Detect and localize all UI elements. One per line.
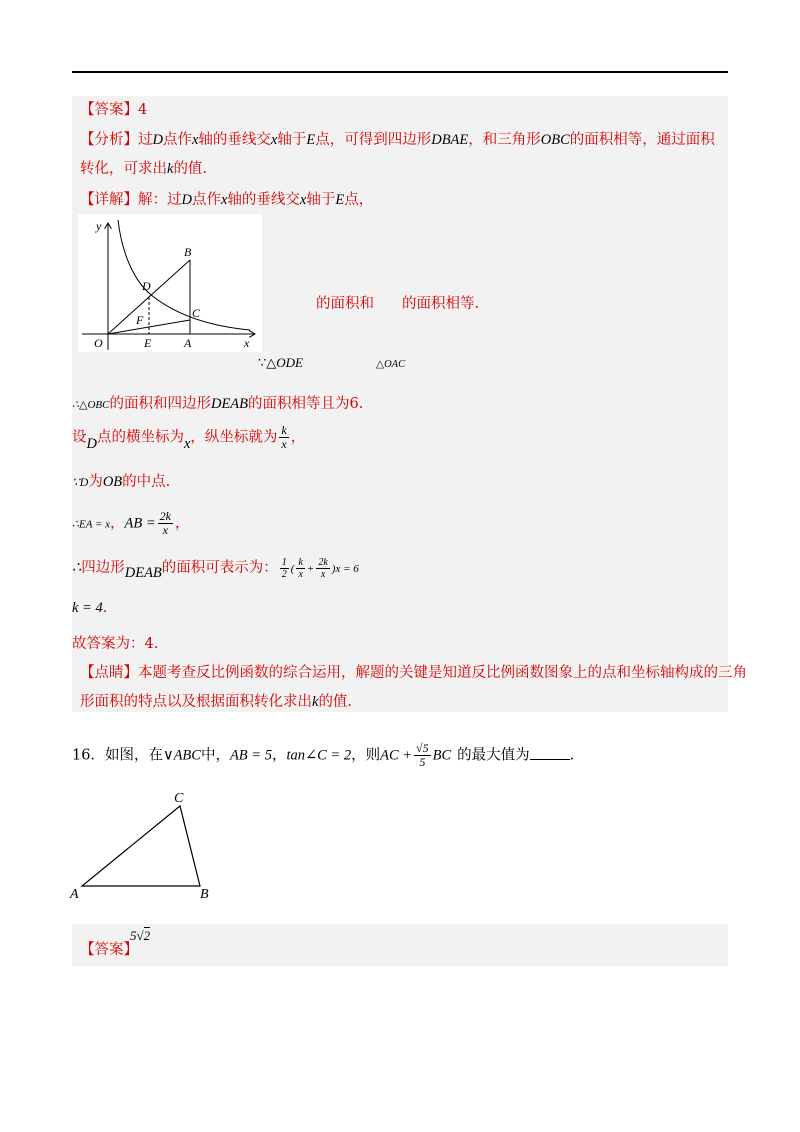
numerator: 2k bbox=[318, 556, 328, 568]
q16-answer-value bbox=[130, 928, 150, 944]
denominator: x bbox=[162, 523, 168, 538]
math-var: E bbox=[335, 192, 345, 208]
analysis-tag: 【分析】 bbox=[80, 132, 138, 148]
text: 点，可得到四边形 bbox=[315, 132, 432, 148]
math-var: OB bbox=[102, 474, 123, 490]
math-var: OBC bbox=[540, 132, 570, 148]
text: 轴于 bbox=[306, 192, 336, 208]
graph-label-D: D bbox=[142, 279, 151, 293]
numerator: k bbox=[298, 556, 303, 568]
denominator: x bbox=[281, 437, 287, 452]
text: 的值. bbox=[318, 694, 353, 710]
answer-value: 4 bbox=[138, 102, 148, 118]
paren: ( bbox=[290, 563, 295, 575]
coefficient: 5 bbox=[130, 928, 137, 943]
detail-tag: 【详解】 bbox=[80, 192, 138, 208]
therefore-symbol: ∴ bbox=[72, 560, 82, 576]
math-triangle-ODE: △ODE bbox=[266, 355, 303, 370]
q15-analysis-line-2 bbox=[80, 157, 207, 178]
graph-label-C: C bbox=[192, 306, 201, 320]
graph-label-B: B bbox=[184, 245, 192, 259]
text: 的面积相等. bbox=[402, 296, 480, 312]
therefore-symbol: ∴ bbox=[72, 399, 79, 411]
q15-step-2 bbox=[72, 424, 305, 451]
math-var: D bbox=[86, 435, 97, 452]
math-BC: BC bbox=[432, 747, 452, 764]
fraction-k-over-x bbox=[296, 557, 304, 580]
q15-step-6 bbox=[72, 600, 107, 617]
math-var: D bbox=[181, 192, 192, 208]
math-var: DEAB bbox=[210, 396, 249, 412]
fig-label-B: B bbox=[200, 887, 209, 902]
q15-answer-line bbox=[80, 98, 147, 119]
text: 轴的垂线交 bbox=[198, 132, 271, 148]
denominator: 5 bbox=[419, 755, 426, 770]
math-var: E bbox=[306, 132, 316, 148]
text: 解：过 bbox=[138, 192, 182, 208]
text: 形面积的特点以及根据面积转化求出 bbox=[80, 694, 312, 710]
q15-step-3 bbox=[72, 470, 170, 491]
fig-label-C: C bbox=[174, 791, 184, 806]
text: . bbox=[102, 600, 108, 616]
sqrt-sign: √ bbox=[136, 928, 144, 943]
q16-triangle-figure bbox=[66, 784, 226, 902]
text: ，和三角形 bbox=[468, 132, 541, 148]
graph-label-O: O bbox=[94, 336, 103, 350]
q15-step-7: 故答案为：4. bbox=[72, 636, 159, 652]
text: ， bbox=[175, 515, 190, 532]
question-number: 16．如图，在 bbox=[72, 747, 163, 764]
answer-tag: 【答案】 bbox=[80, 942, 138, 958]
denominator: x bbox=[320, 568, 326, 580]
text: 轴于 bbox=[277, 132, 307, 148]
math-eq-tan: tan∠C = 2 bbox=[286, 747, 352, 764]
math-var: x bbox=[270, 132, 278, 148]
text: 点的横坐标为 bbox=[96, 429, 184, 446]
q15-point-line-1 bbox=[80, 661, 747, 682]
fraction-k-over-x bbox=[279, 424, 288, 451]
area-equal-text bbox=[316, 292, 479, 313]
math-triangle-OBC: △OBC bbox=[79, 399, 110, 411]
triangle-OAC: △OAC bbox=[376, 359, 406, 370]
text: ， bbox=[290, 429, 306, 446]
numerator: √5 bbox=[416, 741, 429, 755]
fraction-2k-over-x bbox=[316, 557, 329, 580]
fraction-half bbox=[280, 557, 289, 580]
because-symbol: ∵ bbox=[72, 475, 80, 489]
text: 的中点. bbox=[122, 474, 171, 490]
answer-tag: 【答案】 bbox=[80, 102, 138, 118]
q15-point-line-2 bbox=[80, 690, 352, 711]
graph-label-A: A bbox=[184, 336, 192, 350]
math-var: k bbox=[312, 694, 319, 710]
text: . bbox=[569, 747, 575, 764]
text: 为 bbox=[88, 474, 103, 490]
q15-step-4 bbox=[72, 510, 190, 537]
numerator: k bbox=[281, 423, 287, 437]
denominator: 2 bbox=[281, 568, 287, 580]
text: 的面积和 bbox=[316, 296, 374, 312]
math-var: x bbox=[299, 192, 307, 208]
because-symbol: ∵ bbox=[258, 356, 267, 371]
math-var: x bbox=[220, 192, 228, 208]
math-var: x bbox=[191, 132, 199, 148]
fig-label-A: A bbox=[70, 887, 79, 902]
text: 的值. bbox=[173, 161, 208, 177]
math-tail: )x = 6 bbox=[331, 563, 359, 575]
triangle-ABC bbox=[82, 806, 200, 886]
text: 本题考查反比例函数的综合运用，解题的关键是知道反比例函数图象上的点和坐标轴构成的三角 bbox=[138, 665, 747, 681]
q16-answer-panel bbox=[72, 924, 728, 966]
therefore-symbol: ∴ bbox=[72, 518, 79, 531]
numerator: 2k bbox=[159, 509, 171, 523]
math-var: DBAE bbox=[431, 132, 469, 148]
fraction-sqrt5-over-5 bbox=[414, 742, 431, 769]
q15-detail-line-1 bbox=[80, 188, 373, 209]
graph-label-E: E bbox=[144, 336, 152, 350]
text: 轴的垂线交 bbox=[227, 192, 300, 208]
graph-label-F: F bbox=[136, 313, 144, 327]
math-eq-AB: AB = 5 bbox=[229, 747, 272, 764]
text: 点作 bbox=[162, 132, 192, 148]
math-var: DEAB bbox=[124, 565, 162, 581]
q15-step-5 bbox=[72, 556, 359, 580]
text: 的面积相等，通过面积 bbox=[569, 132, 715, 148]
text: ， bbox=[110, 515, 125, 532]
text: 的面积可表示为： bbox=[161, 560, 278, 576]
q15-step-1 bbox=[72, 392, 363, 413]
fraction-2k-over-x bbox=[158, 510, 173, 537]
text: 过 bbox=[138, 132, 153, 148]
text: 转化，可求出 bbox=[80, 161, 167, 177]
text: 的面积相等且为6. bbox=[248, 396, 364, 412]
math-var: x bbox=[183, 435, 191, 452]
math-var: D bbox=[152, 132, 163, 148]
radicand: 2 bbox=[143, 928, 151, 943]
denominator: x bbox=[298, 568, 303, 580]
q16-question-line bbox=[72, 742, 574, 769]
text: 点作 bbox=[191, 192, 221, 208]
text: 设 bbox=[72, 429, 87, 446]
header-rule bbox=[72, 71, 728, 73]
q15-hyperbola-graph bbox=[78, 214, 262, 352]
math-eq-AB: AB = bbox=[124, 515, 156, 532]
math-eq-k: k = 4 bbox=[72, 600, 103, 616]
math-eq-EA: EA = x bbox=[79, 518, 111, 531]
point-tag: 【点睛】 bbox=[80, 665, 138, 681]
math-triangle: ∨ABC bbox=[162, 747, 201, 764]
math-var: D bbox=[79, 475, 89, 489]
math-var: k bbox=[167, 161, 174, 177]
text: 四边形 bbox=[81, 560, 125, 576]
numerator: 1 bbox=[281, 556, 287, 568]
because-triangles-line bbox=[258, 355, 303, 371]
graph-label-x: x bbox=[244, 336, 250, 350]
text: 点， bbox=[344, 192, 374, 208]
text: 的面积和四边形 bbox=[109, 396, 211, 412]
text: ， bbox=[271, 747, 287, 764]
q15-analysis-line-1 bbox=[80, 128, 715, 149]
text: 中， bbox=[200, 747, 230, 764]
text: ，则 bbox=[351, 747, 381, 764]
text: ，纵坐标就为 bbox=[190, 429, 278, 446]
plus-sign: + bbox=[306, 563, 315, 575]
graph-label-y: y bbox=[96, 219, 102, 233]
math-AC: AC + bbox=[380, 747, 413, 764]
answer-blank bbox=[530, 759, 570, 760]
text: 的最大值为 bbox=[457, 747, 530, 764]
